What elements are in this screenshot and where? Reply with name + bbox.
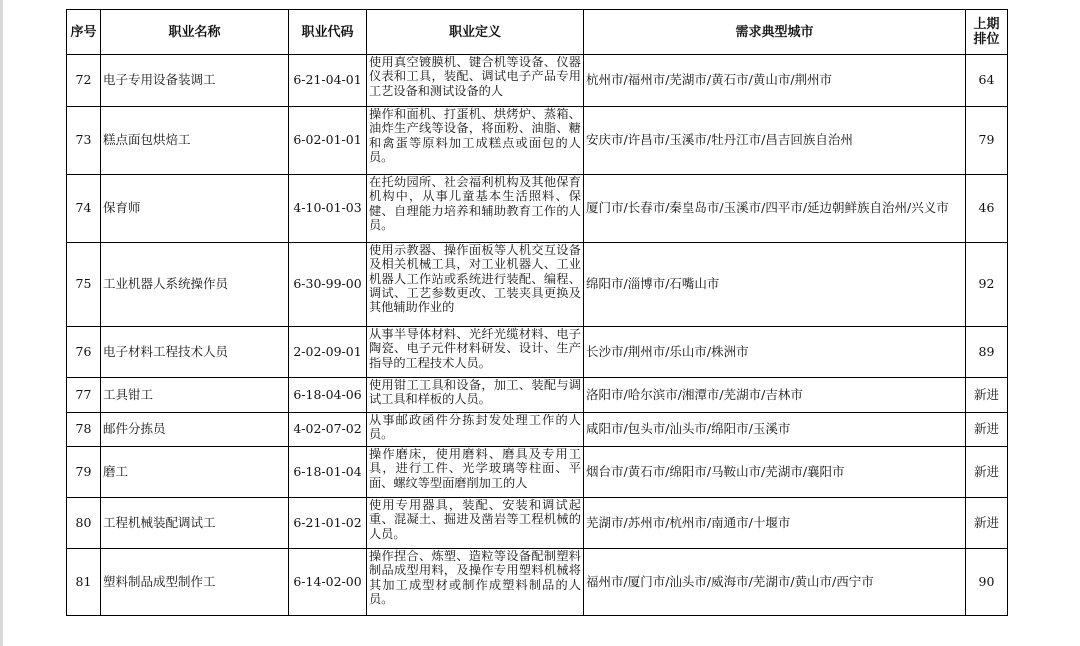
table-row [67, 175, 1008, 243]
definition-text: 从事半导体材料、光纤光缆材料、电子陶瓷、电子元件材料研发、设计、生产指导的工程技术人员。 [369, 327, 581, 370]
cell-rank: 新进 [966, 498, 1008, 549]
cell-code: 2-02-09-01 [289, 327, 367, 378]
cell-name: 磨工 [101, 447, 289, 498]
header-rank: 上期排位 [966, 10, 1008, 55]
definition-text: 操作和面机、打蛋机、烘烤炉、蒸箱、油炸生产线等设备，将面粉、油脂、糖和禽蛋等原料加工成糕点或面包的人员。 [369, 107, 581, 164]
cell-seq: 75 [67, 243, 101, 327]
cell-definition [367, 549, 584, 616]
table-row [67, 447, 1008, 498]
cell-name: 保育师 [101, 175, 289, 243]
header-cities: 需求典型城市 [584, 10, 966, 55]
definition-text: 使用示教器、操作面板等人机交互设备及相关机械工具，对工业机器人、工业机器人工作站或系统进行装配、编程、调试、工艺参数更改、工装夹具更换及其他辅助作业的 [369, 243, 581, 315]
cell-cities: 绵阳市/淄博市/石嘴山市 [584, 243, 966, 327]
cell-cities: 福州市/厦门市/汕头市/威海市/芜湖市/黄山市/西宁市 [584, 549, 966, 616]
cell-name: 糕点面包烘焙工 [101, 107, 289, 175]
table-row [67, 549, 1008, 616]
header-row [67, 10, 1008, 55]
cell-rank: 64 [966, 55, 1008, 107]
cell-definition [367, 107, 584, 175]
table-body [67, 55, 1008, 616]
occupation-table [66, 9, 1008, 616]
definition-text: 使用真空镀膜机、键合机等设备、仪器仪表和工具，装配、调试电子产品专用工艺设备和测试设备的人 [369, 55, 581, 98]
cell-cities: 厦门市/长春市/秦皇岛市/玉溪市/四平市/延边朝鲜族自治州/兴义市 [584, 175, 966, 243]
cell-seq: 81 [67, 549, 101, 616]
cell-rank: 新进 [966, 378, 1008, 413]
table-row [67, 413, 1008, 447]
cell-definition [367, 498, 584, 549]
cell-rank: 89 [966, 327, 1008, 378]
cell-seq: 79 [67, 447, 101, 498]
cell-seq: 77 [67, 378, 101, 413]
definition-text: 操作磨床，使用磨料、磨具及专用工具，进行工件、光学玻璃等柱面、平面、螺纹等型面磨削加工的人 [369, 447, 581, 490]
cell-cities: 安庆市/许昌市/玉溪市/牡丹江市/昌吉回族自治州 [584, 107, 966, 175]
definition-text: 使用专用器具，装配、安装和调试起重、混凝土、掘进及凿岩等工程机械的人员。 [369, 498, 581, 541]
cell-cities: 杭州市/福州市/芜湖市/黄石市/黄山市/荆州市 [584, 55, 966, 107]
table-row [67, 378, 1008, 413]
cell-name: 邮件分拣员 [101, 413, 289, 447]
header-code: 职业代码 [289, 10, 367, 55]
cell-seq: 78 [67, 413, 101, 447]
cell-definition [367, 55, 584, 107]
cell-rank: 90 [966, 549, 1008, 616]
definition-text: 操作捏合、炼塑、造粒等设备配制塑料制品成型用料，及操作专用塑料机械将其加工成型材或制作成塑料制品的人员。 [369, 549, 581, 606]
cell-seq: 80 [67, 498, 101, 549]
definition-text: 在托幼园所、社会福利机构及其他保育机构中，从事儿童基本生活照料、保健、自理能力培养和辅助教育工作的人员。 [369, 175, 581, 232]
cell-code: 6-02-01-01 [289, 107, 367, 175]
cell-name: 工具钳工 [101, 378, 289, 413]
definition-text: 使用钳工工具和设备，加工、装配与调试工具和样板的人员。 [369, 378, 581, 407]
table-row [67, 55, 1008, 107]
cell-rank: 新进 [966, 413, 1008, 447]
cell-cities: 咸阳市/包头市/汕头市/绵阳市/玉溪市 [584, 413, 966, 447]
cell-seq: 72 [67, 55, 101, 107]
cell-cities: 芜湖市/苏州市/杭州市/南通市/十堰市 [584, 498, 966, 549]
cell-cities: 烟台市/黄石市/绵阳市/马鞍山市/芜湖市/襄阳市 [584, 447, 966, 498]
cell-code: 6-21-04-01 [289, 55, 367, 107]
cell-name: 塑料制品成型制作工 [101, 549, 289, 616]
cell-code: 6-14-02-00 [289, 549, 367, 616]
cell-name: 电子材料工程技术人员 [101, 327, 289, 378]
header-seq: 序号 [67, 10, 101, 55]
cell-name: 工业机器人系统操作员 [101, 243, 289, 327]
cell-rank: 46 [966, 175, 1008, 243]
cell-name: 电子专用设备装调工 [101, 55, 289, 107]
cell-rank: 新进 [966, 447, 1008, 498]
cell-definition [367, 378, 584, 413]
cell-seq: 74 [67, 175, 101, 243]
table-row [67, 327, 1008, 378]
header-definition: 职业定义 [367, 10, 584, 55]
cell-rank: 92 [966, 243, 1008, 327]
cell-code: 6-18-01-04 [289, 447, 367, 498]
table-row [67, 107, 1008, 175]
table-row [67, 243, 1008, 327]
header-name: 职业名称 [101, 10, 289, 55]
cell-name: 工程机械装配调试工 [101, 498, 289, 549]
table-header [67, 10, 1008, 55]
cell-code: 6-30-99-00 [289, 243, 367, 327]
page-edge [0, 0, 3, 646]
cell-cities: 长沙市/荆州市/乐山市/株洲市 [584, 327, 966, 378]
cell-definition [367, 413, 584, 447]
cell-seq: 73 [67, 107, 101, 175]
cell-rank: 79 [966, 107, 1008, 175]
table-row [67, 498, 1008, 549]
cell-code: 4-02-07-02 [289, 413, 367, 447]
definition-text: 从事邮政函件分拣封发处理工作的人员。 [369, 413, 581, 442]
cell-definition [367, 243, 584, 327]
cell-code: 4-10-01-03 [289, 175, 367, 243]
cell-definition [367, 175, 584, 243]
cell-code: 6-18-04-06 [289, 378, 367, 413]
cell-code: 6-21-01-02 [289, 498, 367, 549]
cell-seq: 76 [67, 327, 101, 378]
cell-definition [367, 447, 584, 498]
cell-definition [367, 327, 584, 378]
cell-cities: 洛阳市/哈尔滨市/湘潭市/芜湖市/吉林市 [584, 378, 966, 413]
